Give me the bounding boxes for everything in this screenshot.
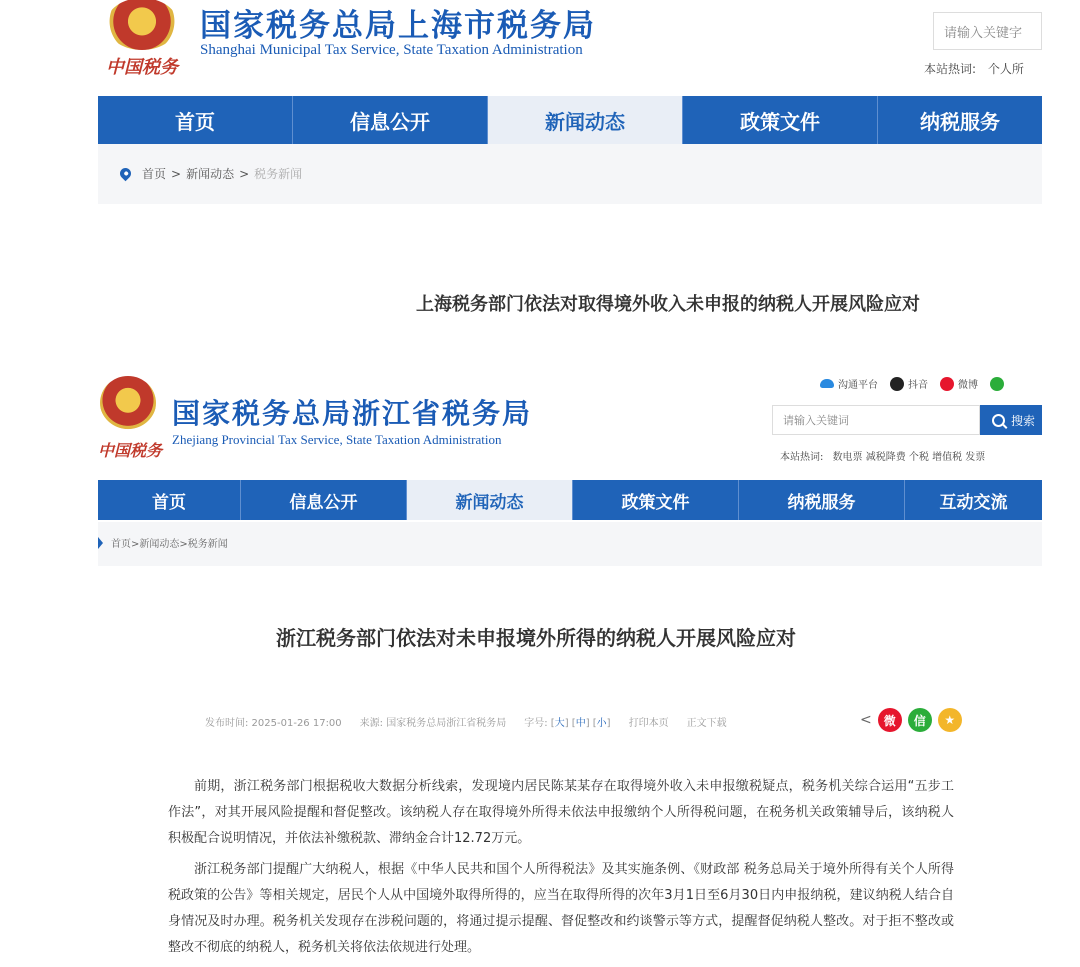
zhejiang-search-input[interactable] [772, 405, 980, 435]
nav-news[interactable]: 新闻动态 [407, 480, 573, 520]
nav-info[interactable]: 信息公开 [241, 480, 407, 520]
font-large-button[interactable]: 大 [554, 718, 565, 729]
china-tax-brand: 中国税务 [106, 57, 178, 78]
shanghai-article-title: 上海税务部门依法对取得境外收入未申报的纳税人开展风险应对 [416, 294, 920, 315]
share-icon[interactable]: < [860, 712, 872, 728]
breadcrumb-sep: > [171, 166, 182, 181]
national-emblem-icon [106, 0, 178, 50]
national-emblem-icon [100, 376, 156, 430]
social-label: 微博 [958, 380, 978, 391]
print-button[interactable]: 打印本页 [628, 718, 669, 729]
nav-news[interactable]: 新闻动态 [488, 96, 683, 144]
font-small-button[interactable]: 小 [596, 718, 607, 729]
article-paragraph: 浙江税务部门提醒广大纳税人，根据《中华人民共和国个人所得税法》及其实施条例、《财政部 税务总局关于境外所得有关个人所得税政策的公告》等相关规定，居民个人从中国境外取得所得的，应当在取得所得的次年3月1日至6月30日内申报纳税，建议纳税人结合自身情况及时办理。税务机关发现存在涉税问题的，将通过提示提醒、督促整改和约谈警示等方式，提醒督促纳税人整改。对于拒不整改或整改不彻底的纳税人，税务机关将依法依规进行处理。 [168, 862, 954, 955]
zhejiang-org-name[interactable]: 国家税务总局浙江省税务局 [172, 397, 533, 430]
zhejiang-header [98, 372, 1042, 478]
article-paragraph: 前期，浙江税务部门根据税收大数据分析线索，发现境内居民陈某某存在取得境外收入未申报缴税疑点，税务机关综合运用“五步工作法”，对其开展风险提醒和督促整改。该纳税人存在取得境外所得未依法申报缴纳个人所得税问题，在税务机关政策辅导后，该纳税人积极配合说明情况，并依法补缴税款、滞纳金合计12.72万元。 [168, 779, 954, 846]
social-link[interactable] [890, 376, 928, 391]
article-source: 来源: 国家税务总局浙江省税务局 [359, 718, 507, 729]
nav-interaction[interactable]: 互动交流 [939, 492, 1008, 513]
social-link[interactable] [820, 376, 878, 391]
zhejiang-breadcrumb-bar [98, 522, 1042, 566]
tiktok-icon [890, 377, 904, 391]
zhejiang-breadcrumb[interactable]: 首页>新闻动态>税务新闻 [111, 539, 228, 550]
search-placeholder: 请输入关键词 [783, 414, 849, 427]
social-link[interactable] [990, 376, 1004, 391]
breadcrumb-home[interactable]: 首页 [142, 167, 167, 181]
favorite-share-icon[interactable]: ★ [938, 708, 962, 732]
shanghai-nav [98, 96, 1042, 144]
china-tax-brand: 中国税务 [98, 441, 163, 460]
article-meta [205, 714, 727, 729]
wechat-icon [990, 377, 1004, 391]
wechat-share-icon[interactable]: 信 [908, 708, 932, 732]
zhejiang-article-title: 浙江税务部门依法对未申报境外所得的纳税人开展风险应对 [276, 626, 796, 650]
font-medium-button[interactable]: 中 [575, 718, 586, 729]
zhejiang-search-button[interactable] [980, 405, 1042, 435]
zhejiang-hot-words [780, 448, 985, 463]
cloud-icon [820, 379, 834, 388]
weibo-share-icon[interactable]: 微 [878, 708, 902, 732]
publish-time: 发布时间: 2025-01-26 17:00 [205, 718, 342, 729]
download-button[interactable]: 正文下载 [686, 718, 727, 729]
shanghai-hot-words [924, 60, 1024, 77]
hot-words-label: 本站热词: [780, 452, 824, 463]
shanghai-org-name-en: Shanghai Municipal Tax Service, State Taxation Administration [200, 42, 583, 58]
breadcrumb-current: 税务新闻 [254, 167, 303, 181]
social-label: 沟通平台 [838, 380, 878, 391]
nav-service[interactable]: 纳税服务 [739, 480, 905, 520]
nav-home[interactable]: 首页 [98, 480, 241, 520]
zhejiang-org-name-en: Zhejiang Provincial Tax Service, State Taxation Administration [172, 432, 502, 447]
nav-info[interactable]: 信息公开 [293, 96, 488, 144]
nav-service[interactable]: 纳税服务 [920, 109, 1000, 134]
zhejiang-nav [98, 480, 1042, 520]
font-size-label: 字号: [524, 718, 548, 729]
chevron-right-icon [98, 537, 103, 549]
shanghai-header [98, 0, 1042, 95]
font-size-controls: 字号: [大] [中] [小] [524, 718, 611, 729]
breadcrumb-sep: > [239, 166, 250, 181]
shanghai-search-input[interactable] [933, 12, 1042, 50]
share-bar [860, 708, 962, 732]
nav-policy[interactable]: 政策文件 [683, 96, 878, 144]
weibo-icon [940, 377, 954, 391]
hot-word-items[interactable]: 数电票 减税降费 个税 增值税 发票 [832, 452, 986, 463]
location-pin-icon [118, 166, 134, 182]
search-icon [992, 414, 1005, 427]
shanghai-breadcrumb [120, 165, 302, 182]
social-links [820, 376, 1004, 391]
social-link[interactable] [940, 376, 978, 391]
nav-home[interactable]: 首页 [98, 96, 293, 144]
search-placeholder: 请输入关键字 [944, 25, 1023, 41]
hot-word-item[interactable]: 个人所 [987, 62, 1024, 76]
hot-words-label: 本站热词: [924, 62, 977, 76]
search-button-label: 搜索 [1011, 413, 1036, 428]
shanghai-org-name[interactable]: 国家税务总局上海市税务局 [200, 8, 596, 44]
social-label: 抖音 [908, 380, 928, 391]
breadcrumb-news[interactable]: 新闻动态 [186, 167, 235, 181]
nav-policy[interactable]: 政策文件 [573, 480, 739, 520]
